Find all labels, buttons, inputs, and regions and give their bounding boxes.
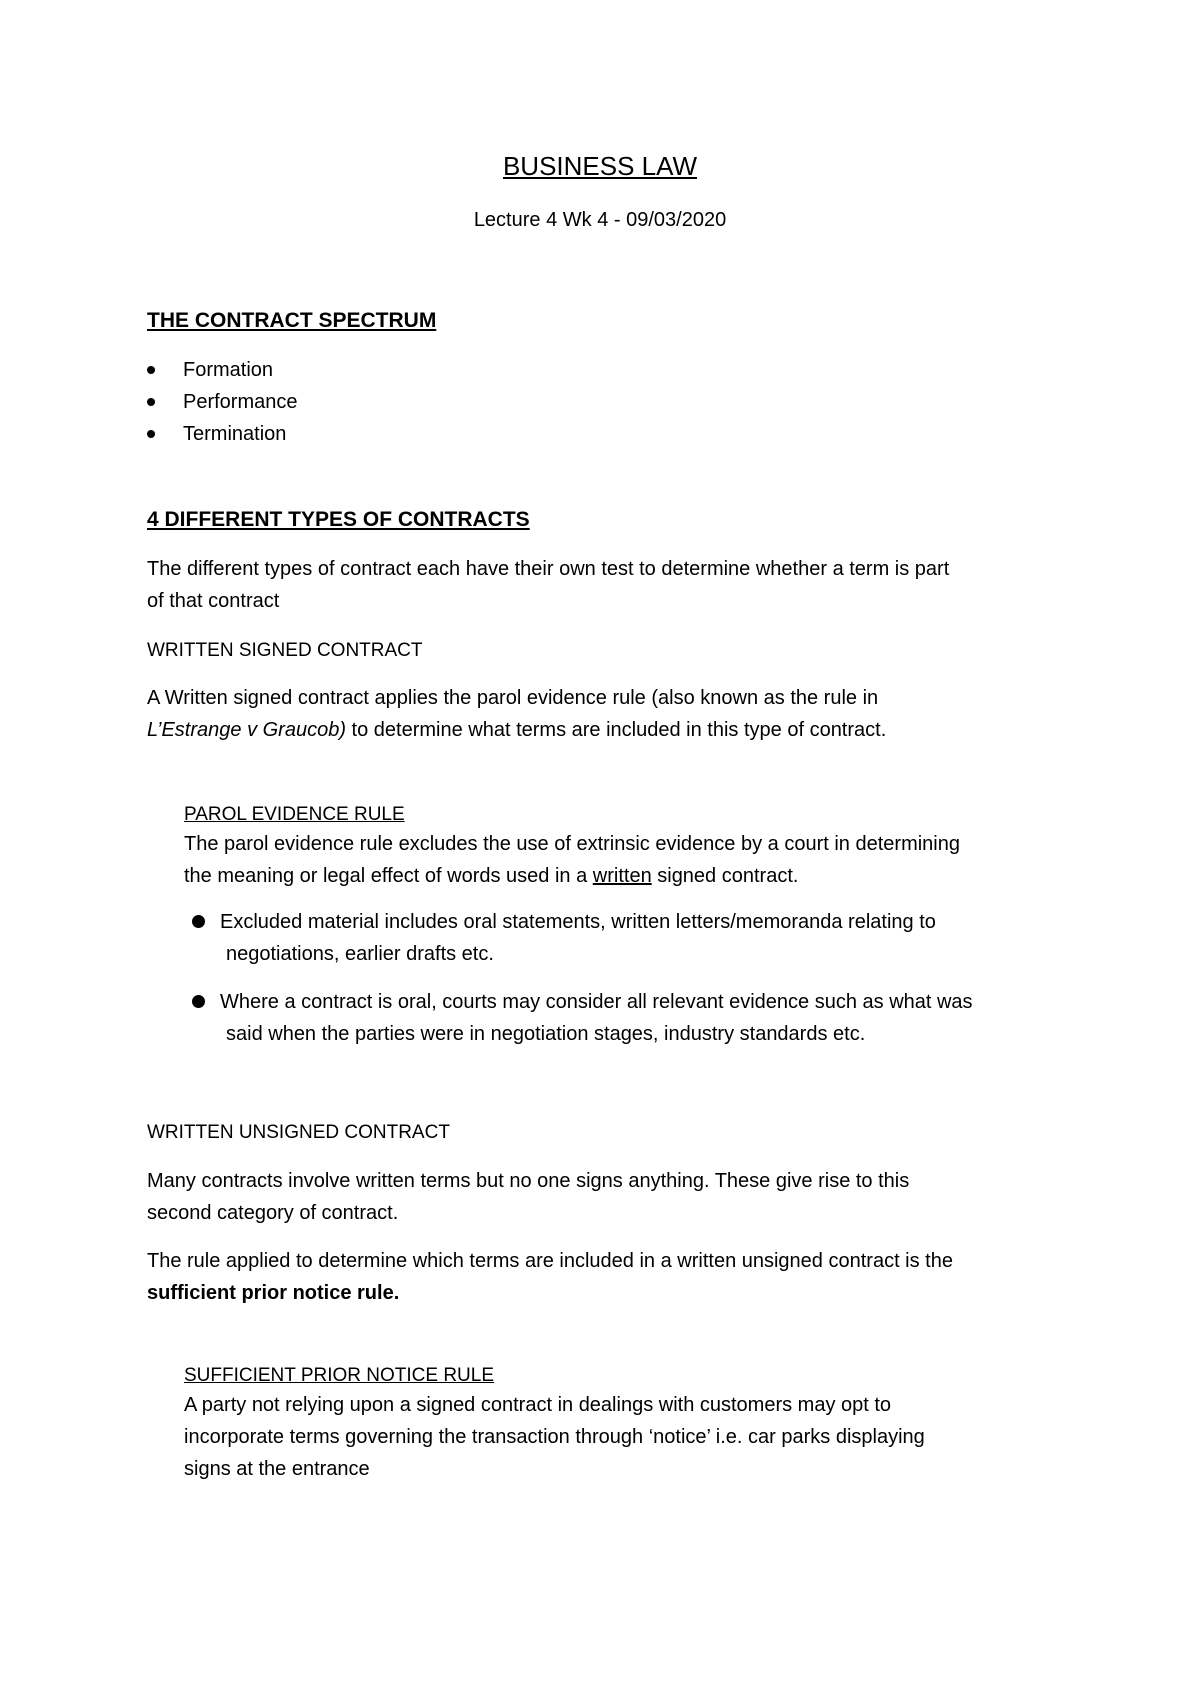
bullet-icon	[192, 995, 205, 1008]
section-heading-contract-spectrum: THE CONTRACT SPECTRUM	[147, 309, 437, 332]
list-item-label: Termination	[183, 423, 287, 445]
bullet-icon	[147, 398, 155, 406]
bullet-icon	[147, 430, 155, 438]
section-heading-contract-types: 4 DIFFERENT TYPES OF CONTRACTS	[147, 508, 530, 531]
paragraph-text: to determine what terms are included in this type of contract.	[346, 719, 887, 741]
parol-bullet-line: Excluded material includes oral statements, written letters/memoranda relating to	[220, 911, 936, 933]
parol-rule-line: The parol evidence rule excludes the use of extrinsic evidence by a court in determining	[184, 833, 960, 855]
written-unsigned-paragraph-line: The rule applied to determine which terms are included in a written unsigned contract is the	[147, 1250, 953, 1272]
written-signed-paragraph-line	[147, 714, 886, 746]
types-intro-line: The different types of contract each have their own test to determine whether a term is part	[147, 558, 950, 580]
list-item-label: Performance	[183, 391, 298, 413]
notice-rule-line: incorporate terms governing the transaction through ‘notice’ i.e. car parks displaying	[184, 1426, 925, 1448]
subheading-written-unsigned: WRITTEN UNSIGNED CONTRACT	[147, 1122, 450, 1143]
notice-rule-line: signs at the entrance	[184, 1458, 370, 1480]
parol-bullet-line: negotiations, earlier drafts etc.	[226, 943, 494, 965]
parol-bullet-line: said when the parties were in negotiation stages, industry standards etc.	[226, 1023, 866, 1045]
emphasis-written: written	[592, 865, 652, 887]
bullet-icon	[147, 366, 155, 374]
document-title: BUSINESS LAW	[502, 151, 698, 181]
list-item-label: Formation	[183, 359, 274, 381]
bullet-icon	[192, 915, 205, 928]
written-signed-paragraph-line: A Written signed contract applies the parol evidence rule (also known as the rule in	[147, 687, 879, 709]
parol-bullet-line: Where a contract is oral, courts may consider all relevant evidence such as what was	[220, 991, 973, 1013]
types-intro-line: of that contract	[147, 590, 280, 612]
paragraph-text: the meaning or legal effect of words used in a	[184, 865, 593, 887]
paragraph-text: signed contract.	[651, 865, 799, 887]
sufficient-prior-notice-rule-emphasis: sufficient prior notice rule.	[147, 1282, 400, 1304]
written-unsigned-paragraph-line: second category of contract.	[147, 1202, 399, 1224]
written-unsigned-paragraph-line: Many contracts involve written terms but no one signs anything. These give rise to this	[147, 1170, 910, 1192]
notice-rule-line: A party not relying upon a signed contract in dealings with customers may opt to	[184, 1394, 892, 1416]
case-citation: L’Estrange v Graucob)	[147, 719, 346, 741]
lecture-subtitle: Lecture 4 Wk 4 - 09/03/2020	[473, 209, 727, 231]
parol-rule-line	[184, 860, 798, 892]
subheading-written-signed: WRITTEN SIGNED CONTRACT	[147, 640, 423, 661]
subheading-parol-evidence-rule: PAROL EVIDENCE RULE	[184, 804, 405, 825]
subheading-sufficient-prior-notice-rule: SUFFICIENT PRIOR NOTICE RULE	[184, 1365, 495, 1386]
